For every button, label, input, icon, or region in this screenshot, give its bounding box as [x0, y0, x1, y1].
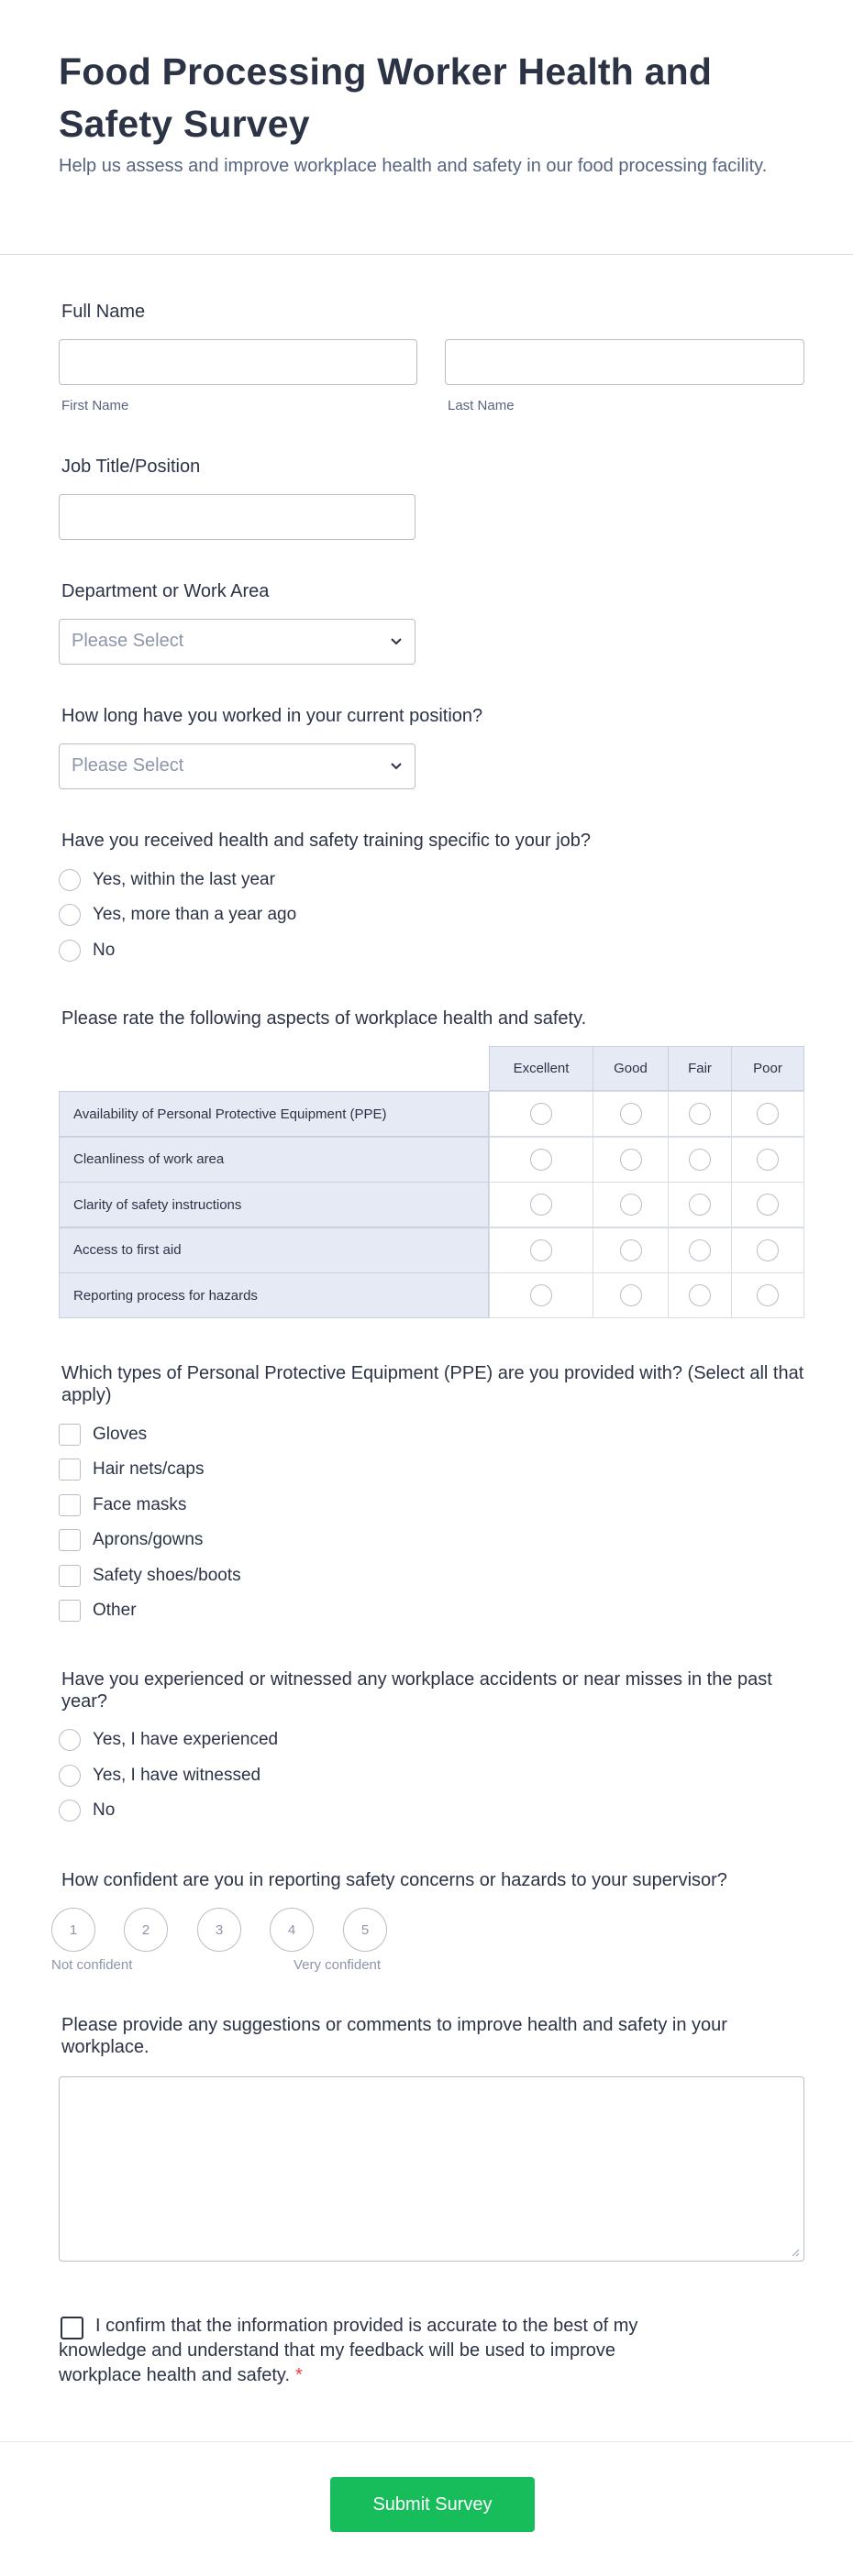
matrix-cell	[489, 1227, 593, 1273]
full-name-label: Full Name	[61, 302, 146, 322]
radio-button[interactable]	[59, 1765, 81, 1787]
suggestions-label: Please provide any suggestions or comments to improve health and safety in your workplace.	[61, 2015, 727, 2057]
matrix-row-label: Cleanliness of work area	[59, 1137, 489, 1183]
checkbox[interactable]	[59, 1600, 81, 1622]
matrix-cell	[668, 1272, 732, 1318]
matrix-cell	[593, 1137, 669, 1183]
matrix-radio-button[interactable]	[757, 1194, 779, 1216]
tenure-placeholder: Please Select	[72, 755, 184, 776]
accidents-label: Have you experienced or witnessed any workplace accidents or near misses in the past year?	[61, 1669, 772, 1712]
matrix-radio-button[interactable]	[757, 1284, 779, 1306]
page-subtitle: Help us assess and improve workplace health and safety in our food processing facility.	[59, 156, 768, 176]
consent-text: I confirm that the information provided is accurate to the best of my knowledge and understand that my feedback will be used to improve workplace health and safety.	[59, 2316, 638, 2385]
option-label: Safety shoes/boots	[93, 1566, 241, 1585]
radio-button[interactable]	[59, 940, 81, 962]
ppe-option[interactable]	[59, 1527, 203, 1553]
first-name-sublabel: First Name	[61, 398, 129, 413]
matrix-radio-button[interactable]	[757, 1239, 779, 1261]
matrix-radio-button[interactable]	[620, 1284, 642, 1306]
matrix-cell	[731, 1091, 804, 1137]
page-title: Food Processing Worker Health and Safety Survey	[59, 50, 713, 145]
ppe-option[interactable]	[59, 1492, 186, 1518]
scale-option-5[interactable]: 5	[343, 1908, 387, 1952]
confidence-label: How confident are you in reporting safety concerns or hazards to your supervisor?	[61, 1870, 727, 1890]
radio-button[interactable]	[59, 1729, 81, 1751]
matrix-radio-button[interactable]	[689, 1149, 711, 1171]
option-label: Yes, I have experienced	[93, 1730, 279, 1749]
matrix-radio-button[interactable]	[530, 1149, 552, 1171]
scale-option-4[interactable]: 4	[270, 1908, 314, 1952]
matrix-cell	[668, 1182, 732, 1227]
radio-button[interactable]	[59, 1800, 81, 1822]
matrix-radio-button[interactable]	[689, 1284, 711, 1306]
option-label: Aprons/gowns	[93, 1530, 204, 1549]
matrix-radio-button[interactable]	[689, 1239, 711, 1261]
last-name-sublabel: Last Name	[448, 398, 515, 413]
option-label: Face masks	[93, 1495, 187, 1514]
matrix-row-label: Access to first aid	[59, 1227, 489, 1273]
accidents-option[interactable]	[59, 1727, 278, 1753]
matrix-radio-button[interactable]	[620, 1149, 642, 1171]
tenure-label: How long have you worked in your current position?	[61, 706, 483, 726]
department-label: Department or Work Area	[61, 581, 270, 601]
matrix-cell	[731, 1272, 804, 1318]
ppe-label: Which types of Personal Protective Equipment (PPE) are you provided with? (Select all that apply)	[61, 1363, 804, 1405]
matrix-cell	[731, 1182, 804, 1227]
radio-button[interactable]	[59, 869, 81, 891]
tenure-select[interactable]	[59, 743, 415, 789]
option-label: Other	[93, 1601, 137, 1620]
matrix-radio-button[interactable]	[530, 1284, 552, 1306]
matrix-cell	[489, 1272, 593, 1318]
option-label: Yes, within the last year	[93, 870, 275, 889]
matrix-cell	[593, 1182, 669, 1227]
checkbox[interactable]	[59, 1529, 81, 1551]
matrix-radio-button[interactable]	[689, 1103, 711, 1125]
matrix-radio-button[interactable]	[530, 1103, 552, 1125]
training-option[interactable]	[59, 867, 275, 893]
matrix-radio-button[interactable]	[620, 1194, 642, 1216]
rating-label: Please rate the following aspects of workplace health and safety.	[61, 1008, 587, 1029]
matrix-radio-button[interactable]	[689, 1194, 711, 1216]
matrix-col-excellent: Excellent	[489, 1046, 593, 1091]
accidents-option[interactable]	[59, 1798, 115, 1823]
department-select[interactable]	[59, 619, 415, 665]
matrix-cell	[731, 1137, 804, 1183]
chevron-down-icon	[389, 633, 404, 648]
matrix-col-poor: Poor	[731, 1046, 804, 1091]
accidents-option[interactable]	[59, 1763, 260, 1789]
ppe-option[interactable]	[59, 1422, 147, 1448]
scale-low-caption: Not confident	[51, 1957, 133, 1973]
checkbox[interactable]	[59, 1424, 81, 1446]
job-title-label: Job Title/Position	[61, 457, 201, 477]
matrix-cell	[668, 1227, 732, 1273]
last-name-input[interactable]	[445, 339, 804, 385]
option-label: Gloves	[93, 1425, 148, 1444]
matrix-cell	[668, 1137, 732, 1183]
matrix-radio-button[interactable]	[757, 1103, 779, 1125]
resize-handle-icon[interactable]	[791, 2248, 800, 2257]
matrix-cell	[593, 1227, 669, 1273]
matrix-cell	[593, 1272, 669, 1318]
matrix-radio-button[interactable]	[620, 1103, 642, 1125]
matrix-col-fair: Fair	[668, 1046, 732, 1091]
consent-label	[59, 2314, 701, 2388]
option-label: Yes, I have witnessed	[93, 1766, 261, 1785]
matrix-row-label: Availability of Personal Protective Equipment (PPE)	[59, 1091, 489, 1137]
matrix-cell	[489, 1091, 593, 1137]
suggestions-textarea[interactable]	[59, 2076, 804, 2262]
matrix-radio-button[interactable]	[530, 1239, 552, 1261]
scale-high-caption: Very confident	[294, 1957, 382, 1973]
radio-button[interactable]	[59, 904, 81, 926]
scale-option-2[interactable]: 2	[124, 1908, 168, 1952]
checkbox[interactable]	[59, 1494, 81, 1516]
option-label: Yes, more than a year ago	[93, 905, 297, 924]
first-name-input[interactable]	[59, 339, 417, 385]
matrix-radio-button[interactable]	[757, 1149, 779, 1171]
option-label: No	[93, 1800, 116, 1820]
scale-option-3[interactable]: 3	[197, 1908, 241, 1952]
matrix-col-good: Good	[593, 1046, 669, 1091]
matrix-cell	[593, 1091, 669, 1137]
checkbox[interactable]	[59, 1459, 81, 1481]
matrix-cell	[489, 1137, 593, 1183]
ppe-option[interactable]	[59, 1563, 241, 1589]
matrix-row-label: Reporting process for hazards	[59, 1272, 489, 1318]
matrix-radio-button[interactable]	[620, 1239, 642, 1261]
training-option[interactable]	[59, 938, 115, 963]
ppe-option[interactable]	[59, 1598, 137, 1624]
matrix-radio-button[interactable]	[530, 1194, 552, 1216]
submit-button[interactable]: Submit Survey	[330, 2477, 535, 2532]
training-label: Have you received health and safety training specific to your job?	[61, 831, 592, 851]
matrix-cell	[731, 1227, 804, 1273]
option-label: Hair nets/caps	[93, 1459, 205, 1479]
footer-divider	[0, 2441, 853, 2442]
option-label: No	[93, 941, 116, 960]
required-mark: *	[295, 2365, 303, 2385]
matrix-cell	[489, 1182, 593, 1227]
chevron-down-icon	[389, 758, 404, 773]
matrix-cell	[668, 1091, 732, 1137]
form-header	[0, 0, 853, 255]
matrix-row-label: Clarity of safety instructions	[59, 1182, 489, 1227]
checkbox[interactable]	[59, 1565, 81, 1587]
training-option[interactable]	[59, 902, 296, 928]
department-placeholder: Please Select	[72, 631, 184, 651]
ppe-option[interactable]	[59, 1457, 204, 1482]
scale-option-1[interactable]: 1	[51, 1908, 95, 1952]
job-title-input[interactable]	[59, 494, 415, 540]
